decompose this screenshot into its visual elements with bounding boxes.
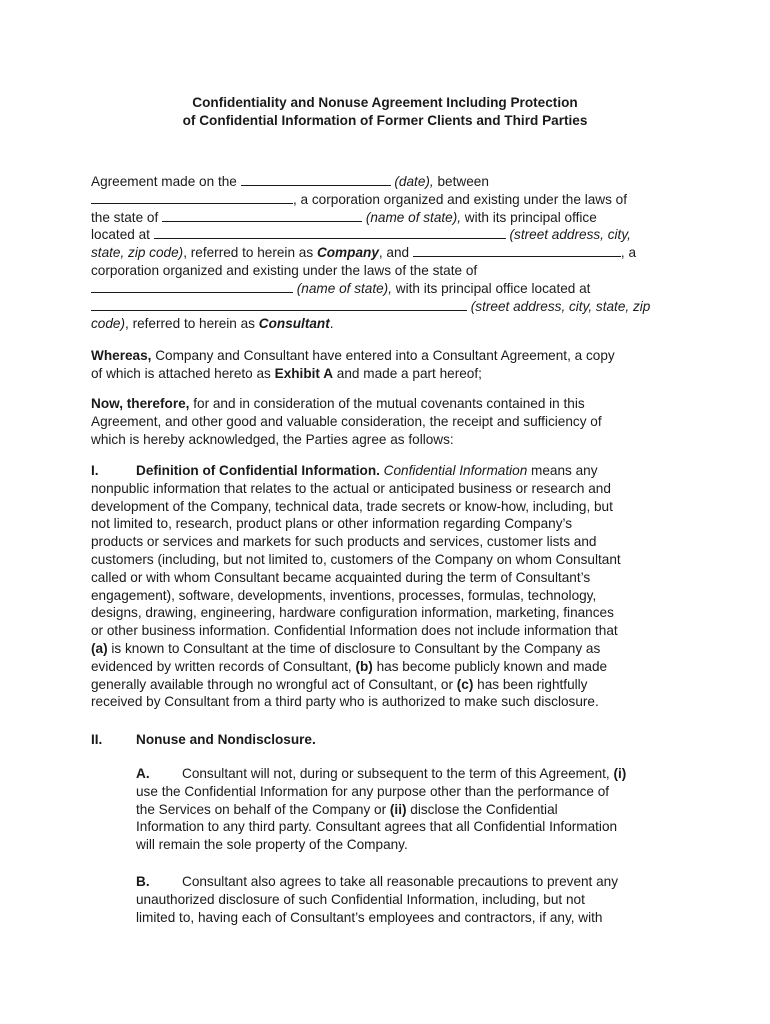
title-line-1: Confidentiality and Nonuse Agreement Including Protection [192, 95, 578, 110]
company-name-blank[interactable] [91, 191, 293, 204]
date-blank[interactable] [241, 173, 391, 186]
subsection-number: B. [136, 874, 150, 889]
consultant-name-blank[interactable] [413, 244, 621, 257]
subsection-b: B. Consultant also agrees to take all reasonable precautions to prevent any unauthorized disclosure of such Confidential Information, including, but not limited to, having each of Consultant’s employees and contractors, if any, with [136, 874, 619, 925]
intro-paragraph: Agreement made on the (date), between , a corporation organized and existing under the laws of the state of (name of state), with its principal office located at (street address, city, state, zip code), referred to herein as Company, and , a corporation organized and existing under the laws of the state of (name of state), with its principal office located at (street address, city, state, zip code), referred to herein as Consultant. [91, 174, 651, 332]
company-term: Company [316, 245, 379, 261]
title-line-2: of Confidential Information of Former Clients and Third Parties [182, 113, 588, 128]
subsection-number: A. [136, 766, 150, 781]
section-heading: Definition of Confidential Information. [136, 463, 380, 478]
now-therefore-paragraph: Now, therefore, for and in consideration of the mutual covenants contained in this Agreement, and other good and valuable consideration, the receipt and sufficiency of which is hereby acknowledged, the Parties agree as follows: [91, 396, 602, 447]
exhibit-reference: Exhibit A [274, 365, 334, 381]
consultant-state-blank[interactable] [91, 280, 293, 293]
section-nonuse [91, 731, 681, 749]
consultant-address-blank[interactable] [91, 298, 467, 311]
subsection-a: A. Consultant will not, during or subsequent to the term of this Agreement, (i) use the Confidential Information for any purpose other than the performance of the Services on behalf of the Company or (ii) disclose the Confidential Information to any third party. Consultant agrees that all Confidential Information will remain the sole property of the Company. [136, 766, 627, 853]
consultant-term: Consultant [258, 316, 330, 332]
section-heading: Nonuse and Nondisclosure. [136, 732, 316, 747]
section-number: I. [91, 463, 99, 478]
whereas-paragraph: Whereas, Company and Consultant have entered into a Consultant Agreement, a copy of which is attached hereto as Exhibit A and made a part hereof; [91, 348, 615, 381]
company-state-blank[interactable] [162, 209, 362, 222]
company-address-blank[interactable] [154, 226, 506, 239]
section-number: II. [91, 732, 103, 747]
section-definition: I. Definition of Confidential Information. Confidential Information means any nonpublic information that relates to the actual or anticipated business or research and development of the Company, technical data, trade secrets or know-how, including, but not limited to, research, product plans or other information regarding Company’s products or services and markets for such products and services, customer lists and customers (including, but not limited to, customers of the Company on whom Consultant called or with whom Consultant became acquainted during the term of Consultant’s engagement), software, developments, inventions, processes, formulas, technology, designs, drawing, engineering, hardware configuration information, marketing, finances or other business information. Confidential Information does not include information that (a) is known to Consultant at the time of disclosure to Consultant by the Company as evidenced by written records of Consultant, (b) has become publicly known and made generally available through no wrongful act of Consultant, or (c) has been rightfully received by Consultant from a third party who is authorized to make such disclosure. [91, 463, 621, 710]
document-title [0, 94, 770, 130]
